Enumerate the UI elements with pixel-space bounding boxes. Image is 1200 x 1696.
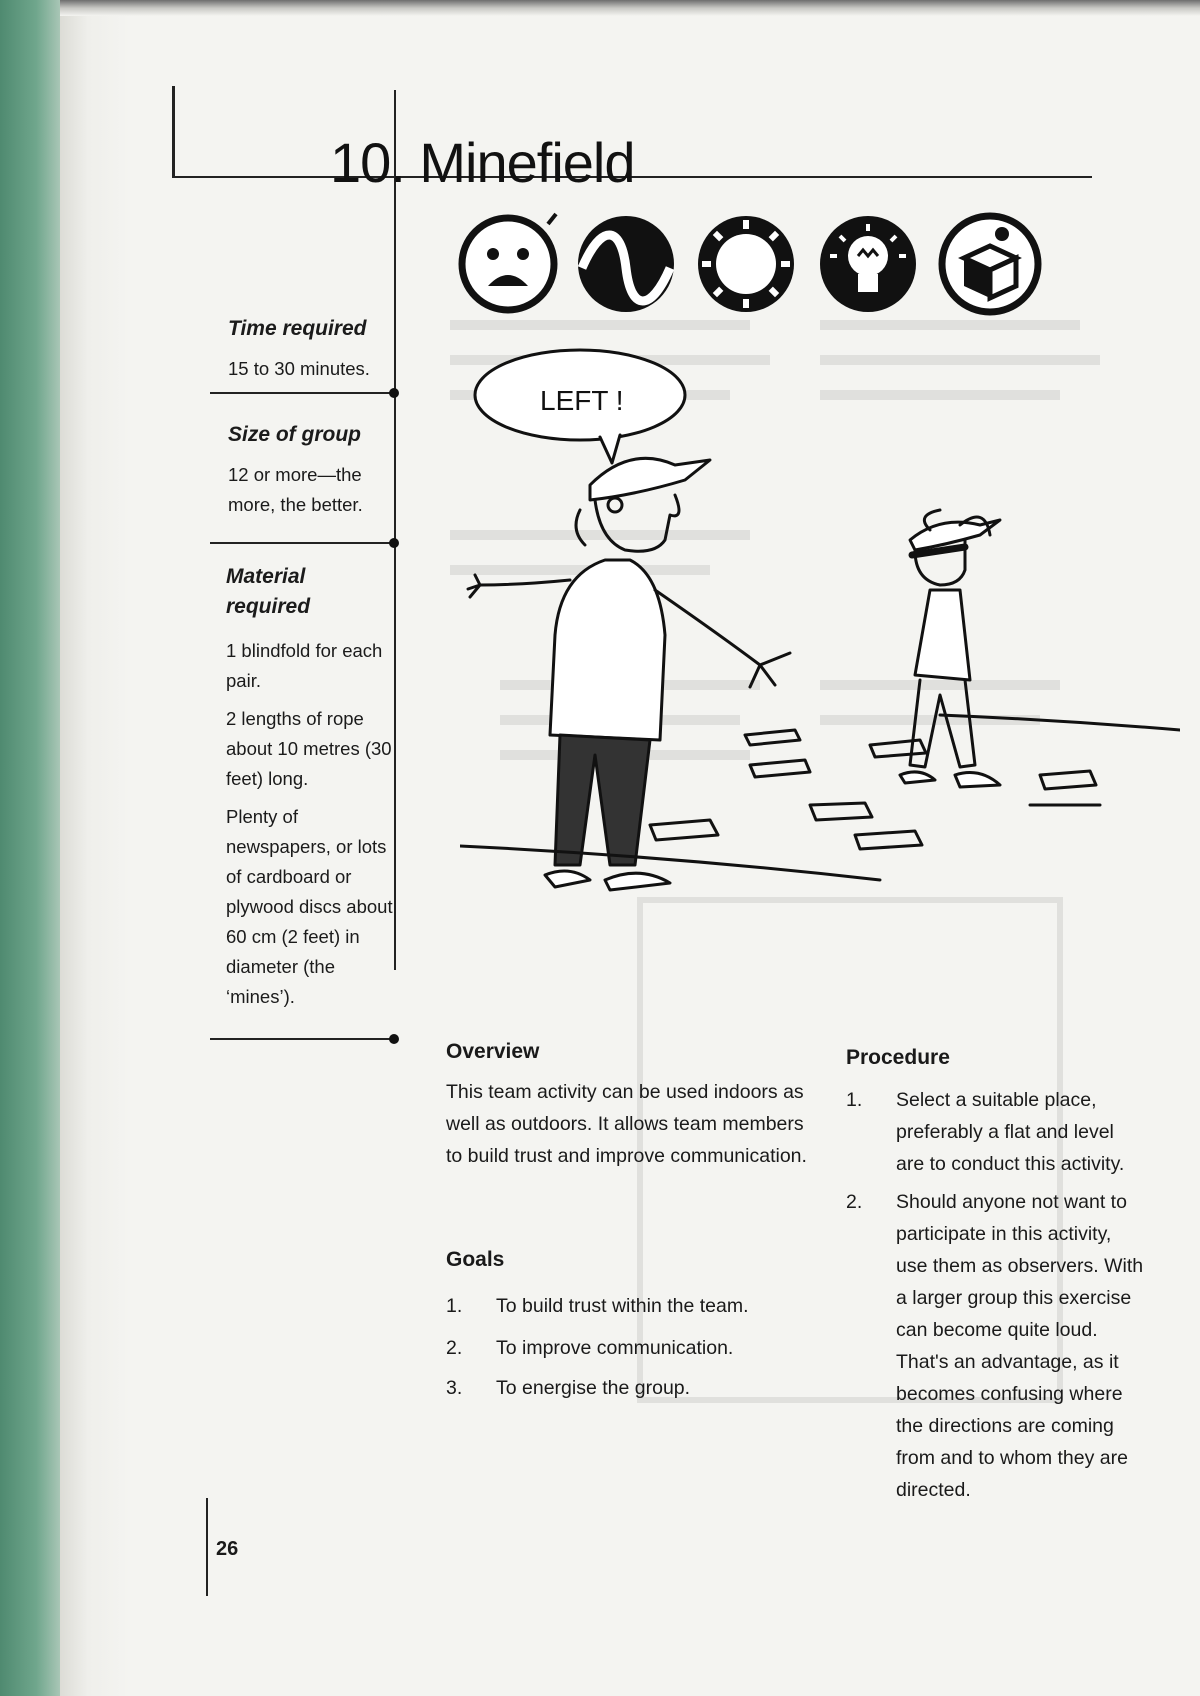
sidebar-divider-2 xyxy=(210,542,396,544)
sidebar-divider-1 xyxy=(210,392,396,394)
list-item-number: 3. xyxy=(446,1377,463,1399)
wave-icon xyxy=(578,216,674,312)
sad-face-icon xyxy=(462,214,556,310)
overview-heading: Overview xyxy=(446,1040,540,1063)
material-section xyxy=(226,562,416,1020)
box-icon xyxy=(942,216,1038,312)
overview-text: This team activity can be used indoors as well as outdoors. It allows team members to build trust and improve communication. xyxy=(446,1081,807,1167)
page-top-edge xyxy=(60,0,1200,16)
group-size-section xyxy=(228,420,418,520)
goals-heading: Goals xyxy=(446,1248,505,1271)
lightbulb-icon xyxy=(820,216,916,312)
activity-icons xyxy=(458,212,1058,322)
list-item-text: Should anyone not want to participate in this activity, use them as observers. With a larger group this exercise can become quite loud. That's an advantage, as it becomes confusing where the directions are coming from and to whom they are directed. xyxy=(896,1191,1144,1501)
minefield-illustration xyxy=(460,335,1180,975)
speech-bubble-text: LEFT ! xyxy=(540,385,624,416)
list-item-number: 1. xyxy=(846,1089,863,1111)
overview-section xyxy=(446,1040,816,1172)
footer-rule xyxy=(206,1498,208,1596)
group-size-value: 12 or more—the more, the better. xyxy=(228,464,363,515)
list-item-text: To improve communication. xyxy=(496,1337,734,1359)
list-item-number: 1. xyxy=(446,1295,463,1317)
page-number: 26 xyxy=(216,1538,239,1560)
list-item-text: Select a suitable place, preferably a flat and level are to conduct this activity. xyxy=(896,1089,1125,1175)
divider-dot-2 xyxy=(389,538,399,548)
procedure-section xyxy=(846,1046,1146,1506)
page-gutter-shadow xyxy=(60,0,130,1696)
time-required-section xyxy=(228,314,418,384)
material-item: 1 blindfold for each pair. xyxy=(226,640,383,691)
procedure-list xyxy=(846,1084,1146,1506)
list-item-text: To energise the group. xyxy=(496,1377,691,1399)
list-item xyxy=(846,1186,1146,1506)
book-spine xyxy=(0,0,60,1696)
list-item xyxy=(446,1372,806,1404)
sidebar-divider-3 xyxy=(210,1038,396,1040)
procedure-heading: Procedure xyxy=(846,1046,950,1069)
divider-dot-1 xyxy=(389,388,399,398)
material-item: Plenty of newspapers, or lots of cardboard or plywood discs about 60 cm (2 feet) in diameter (the ‘mines’). xyxy=(226,806,393,1007)
list-item-number: 2. xyxy=(846,1191,863,1213)
time-required-heading: Time required xyxy=(228,317,367,340)
divider-dot-3 xyxy=(389,1034,399,1044)
goals-section xyxy=(446,1248,806,1404)
material-item: 2 lengths of rope about 10 metres (30 feet) long. xyxy=(226,708,392,789)
goals-list xyxy=(446,1290,806,1404)
group-size-heading: Size of group xyxy=(228,423,361,446)
sun-icon xyxy=(698,216,794,312)
list-item-text: To build trust within the team. xyxy=(496,1295,749,1317)
material-heading: Material required xyxy=(226,565,311,618)
title-left-rule xyxy=(172,86,175,178)
time-required-value: 15 to 30 minutes. xyxy=(228,358,370,379)
list-item xyxy=(446,1332,806,1364)
list-item xyxy=(446,1290,806,1322)
list-item xyxy=(846,1084,1146,1180)
list-item-number: 2. xyxy=(446,1337,463,1359)
page-title: 10. Minefield xyxy=(330,131,635,194)
